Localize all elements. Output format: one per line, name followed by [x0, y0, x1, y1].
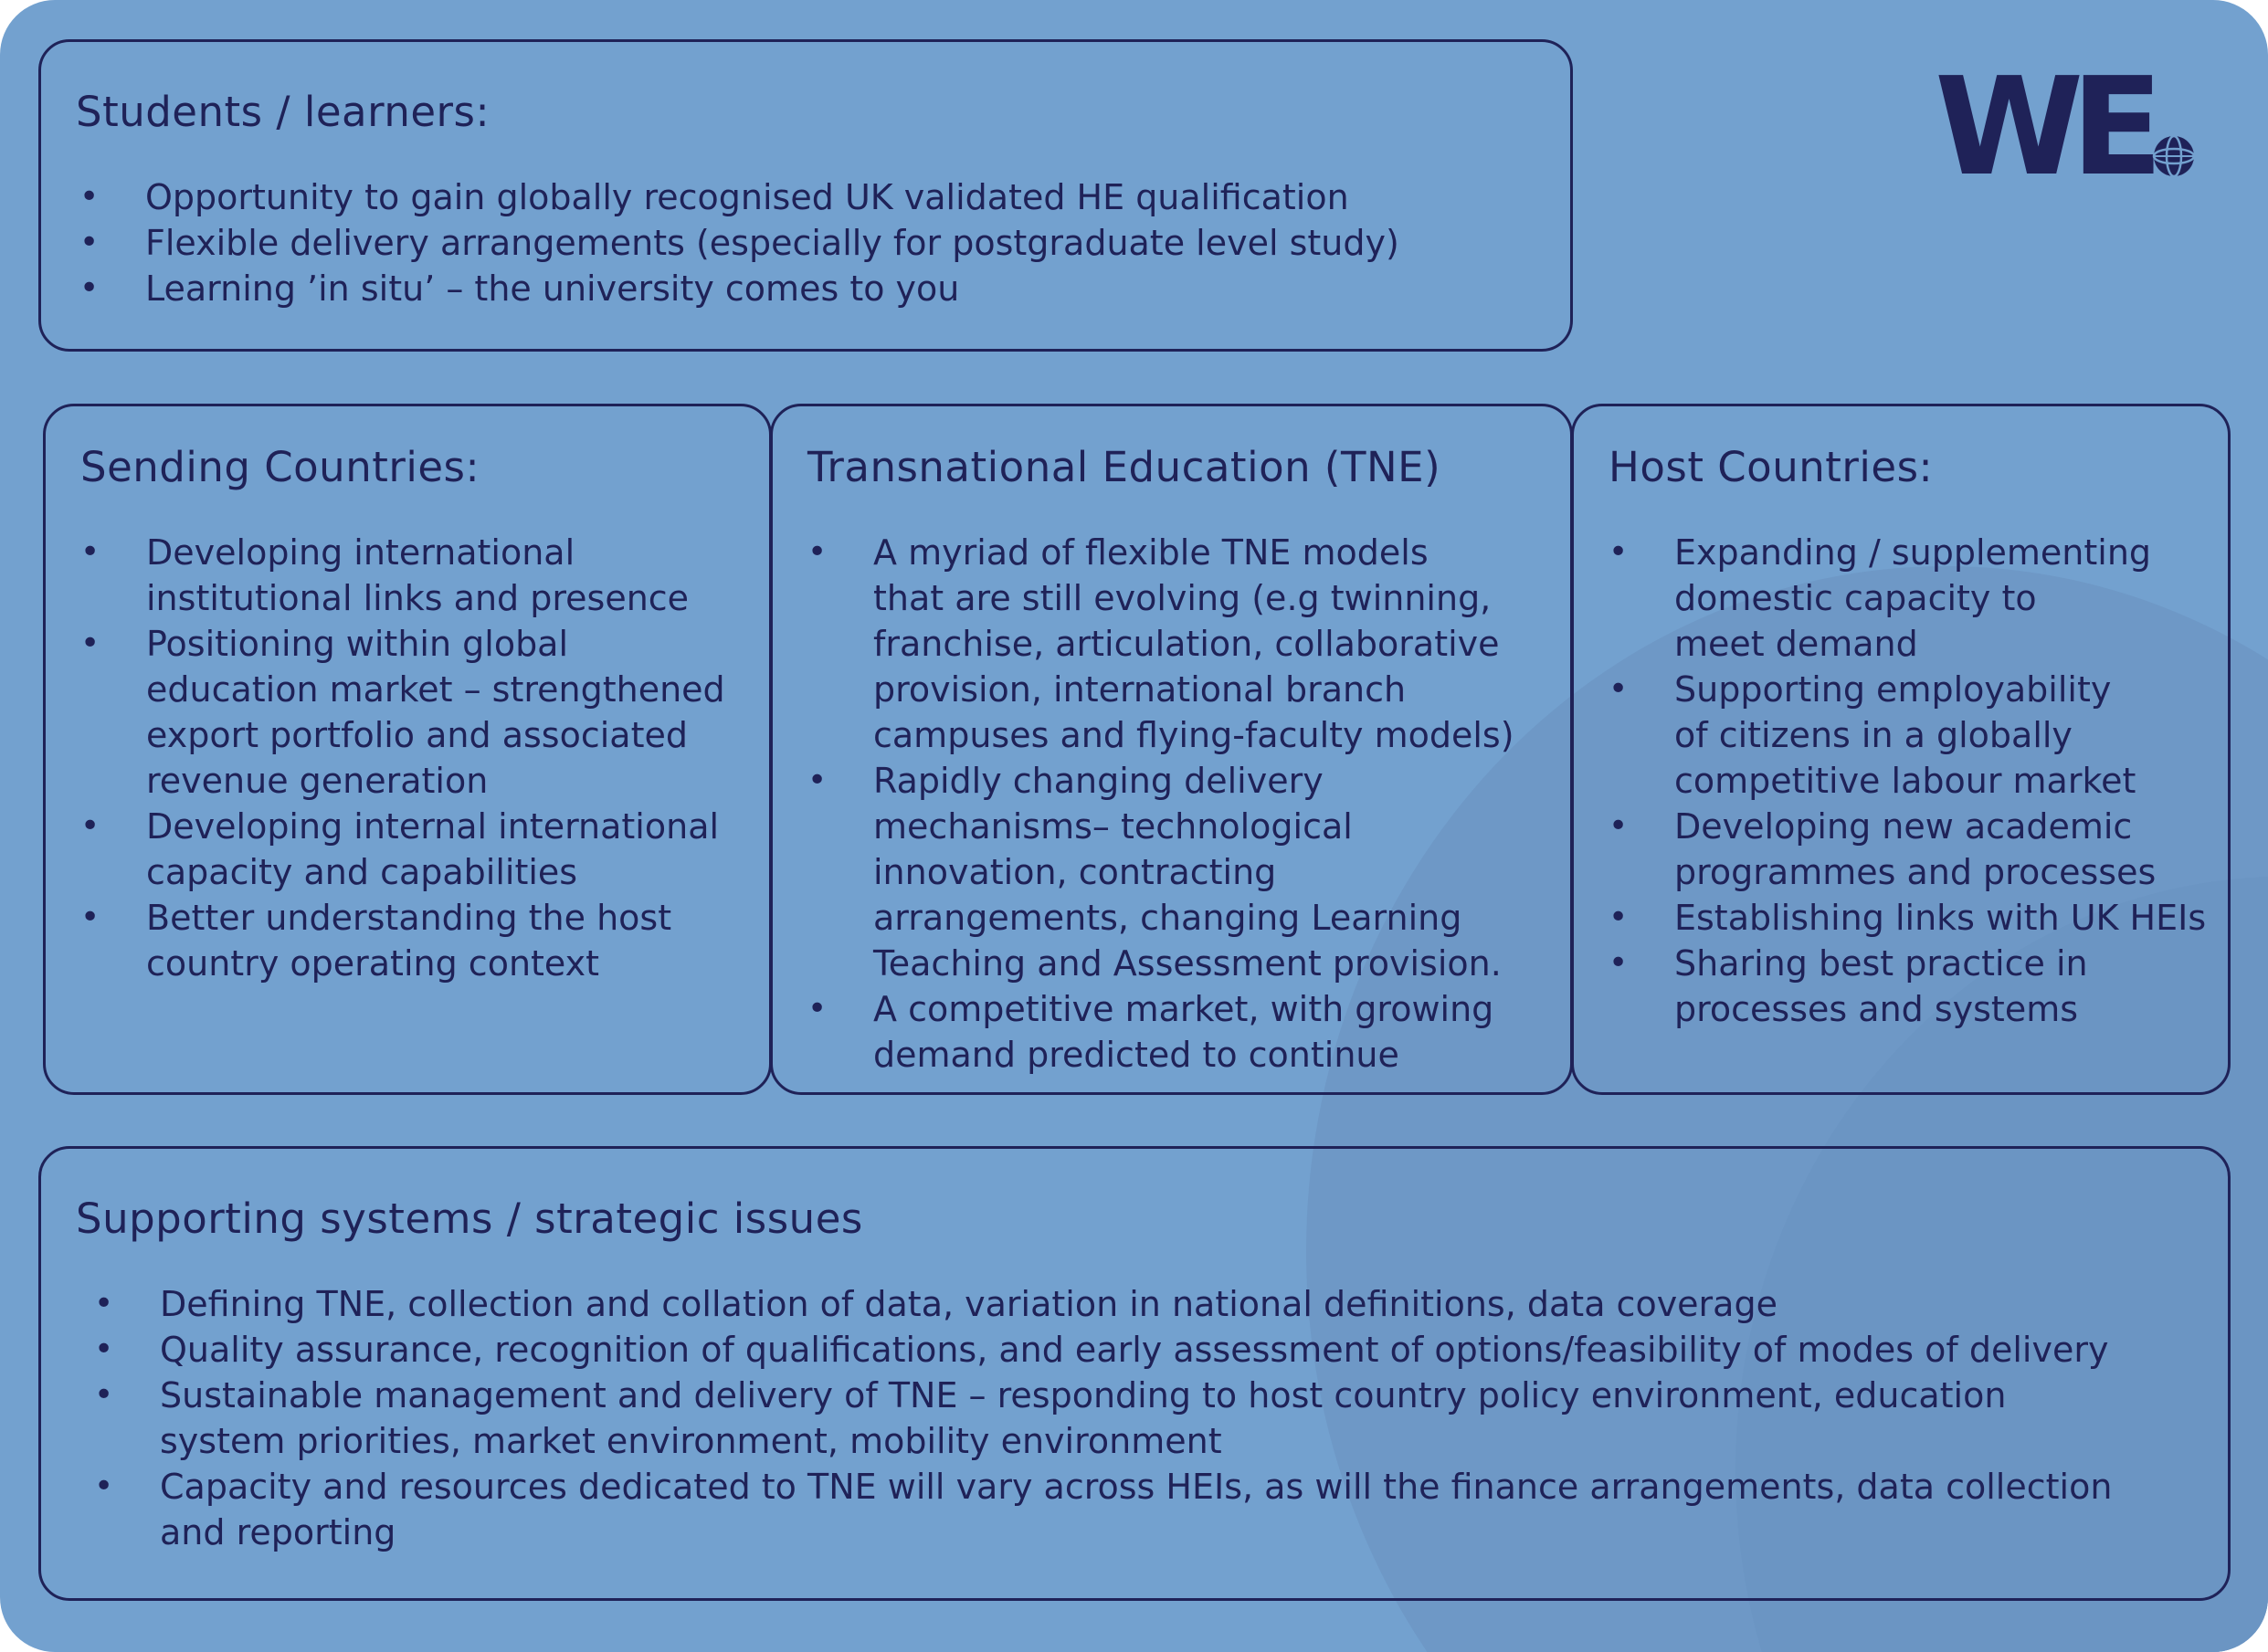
- students-box: [38, 39, 1573, 352]
- we-logo: [1935, 68, 2199, 187]
- students-title: Students / learners:: [76, 88, 491, 136]
- sending-list: [80, 530, 725, 986]
- logo-text: WE: [1935, 68, 2151, 187]
- list-item: • Capacity and resources dedicated to TNE will vary across HEIs, as will the finance arrangements, data collection and reporting: [94, 1464, 2112, 1555]
- supporting-list: [94, 1281, 2112, 1555]
- tne-list: [807, 530, 1514, 1078]
- tne-title: Transnational Education (TNE): [807, 443, 1441, 491]
- list-item: • Sustainable management and delivery of TNE – responding to host country policy environment, education system priorities, market environment, mobility environment: [94, 1373, 2112, 1464]
- host-countries-box: [1571, 404, 2231, 1095]
- host-list: [1609, 530, 2206, 1032]
- list-item: • Sharing best practice in processes and systems: [1609, 941, 2206, 1032]
- list-item: • Expanding / supplementing domestic capacity to meet demand: [1609, 530, 2206, 667]
- globe-dot-icon: [2154, 136, 2194, 176]
- list-item: • Defining TNE, collection and collation of data, variation in national definitions, data coverage: [94, 1281, 2112, 1327]
- students-list: [79, 174, 1399, 311]
- supporting-title: Supporting systems / strategic issues: [76, 1194, 863, 1243]
- list-item: • Learning ’in situ’ – the university comes to you: [79, 266, 1399, 311]
- sending-countries-box: [43, 404, 772, 1095]
- list-item: • Flexible delivery arrangements (especially for postgraduate level study): [79, 220, 1399, 266]
- list-item: • Better understanding the host country operating context: [80, 895, 725, 986]
- list-item: • A myriad of flexible TNE models that are still evolving (e.g twinning, franchise, articulation, collaborative provision, international branch campuses and flying-faculty models): [807, 530, 1514, 758]
- list-item: • Developing international institutional links and presence: [80, 530, 725, 621]
- supporting-systems-box: [38, 1146, 2231, 1601]
- list-item: • Positioning within global education market – strengthened export portfolio and associated revenue generation: [80, 621, 725, 804]
- sending-title: Sending Countries:: [80, 443, 480, 491]
- list-item: • Supporting employability of citizens in a globally competitive labour market: [1609, 667, 2206, 804]
- list-item: • Establishing links with UK HEIs: [1609, 895, 2206, 941]
- list-item: • Developing new academic programmes and processes: [1609, 804, 2206, 895]
- tne-box: [770, 404, 1573, 1095]
- list-item: • Developing internal international capacity and capabilities: [80, 804, 725, 895]
- list-item: • Rapidly changing delivery mechanisms– technological innovation, contracting arrangements, changing Learning Teaching and Assessment provision.: [807, 758, 1514, 986]
- list-item: • A competitive market, with growing demand predicted to continue: [807, 986, 1514, 1078]
- list-item: • Opportunity to gain globally recognised UK validated HE qualification: [79, 174, 1399, 220]
- host-title: Host Countries:: [1609, 443, 1934, 491]
- list-item: • Quality assurance, recognition of qualifications, and early assessment of options/feasibility of modes of delivery: [94, 1327, 2112, 1373]
